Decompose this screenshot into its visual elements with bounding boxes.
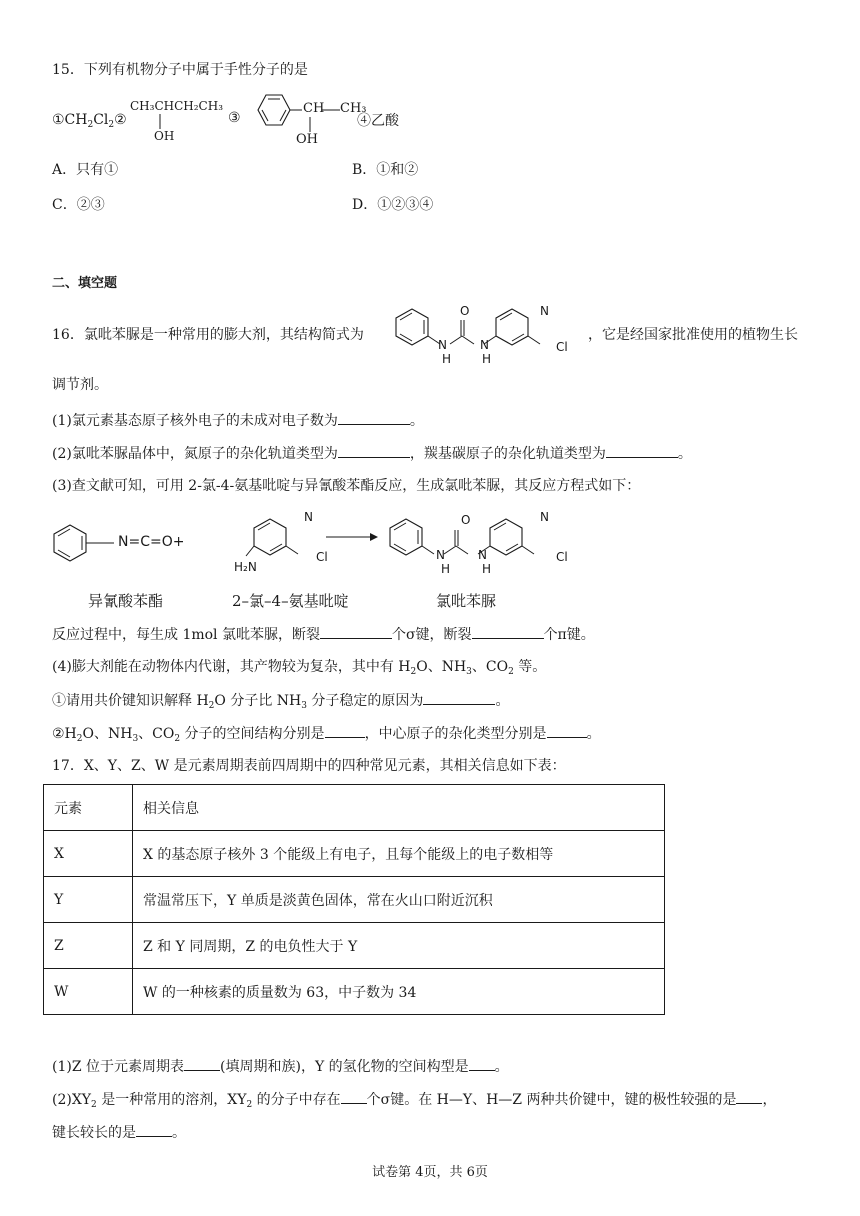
q15-option-c[interactable]: C．②③ [52, 197, 105, 213]
q17-part1-blank-position[interactable] [184, 1056, 220, 1071]
table-row [44, 831, 665, 877]
table-cell-info: 常温常压下，Y 单质是淡黄色固体，常在火山口附近沉积 [133, 877, 665, 923]
table-cell-info: X 的基态原子核外 3 个能级上有电子，且每个能级上的电子数相等 [133, 831, 665, 877]
q16-scheme-pyridine-n: N [304, 510, 313, 524]
q17-part1-blank-shape[interactable] [469, 1056, 495, 1071]
q16-part4: (4)膨大剂能在动物体内代谢，其产物较为复杂，其中有 $H_2O$、$NH_3$、$CO_2$ 等。 [52, 659, 547, 677]
q15-option-a[interactable]: A．只有① [52, 162, 119, 178]
q16-stem-line2: 调节剂。 [52, 377, 108, 393]
q16-scheme-product-n1: N [436, 548, 445, 562]
q16-part1-blank[interactable] [338, 410, 410, 425]
table-cell-element: Y [44, 877, 133, 923]
table-cell-element: X [44, 831, 133, 877]
q15-molecule-3-benzene [246, 92, 306, 132]
q15-molecule-3-label: ③ [228, 110, 241, 126]
q16-scheme-cl-1: Cl [316, 550, 328, 564]
q16-reaction-bonds: 反应过程中，每生成 1mol 氯吡苯脲，断裂 个σ键，断裂 个π键。 [52, 624, 595, 645]
table-row [44, 969, 665, 1015]
q16-scheme-product-h1: H [441, 562, 451, 576]
q16-scheme-amine: H₂N [234, 560, 257, 574]
q16-scheme-product-n2: N [478, 548, 487, 562]
q16-structure-h1: H [442, 352, 452, 366]
table-header-element: 元素 [44, 785, 133, 831]
q16-part1: (1)氯元素基态原子核外电子的未成对电子数为 。 [52, 410, 424, 431]
q15-molecule-3-ch: CH [303, 101, 325, 116]
q17-element-table [43, 784, 665, 1015]
q16-scheme-label-1: 异氰酸苯酯 [88, 592, 164, 610]
q16-scheme-product-h2: H [482, 562, 492, 576]
q16-scheme-label-3: 氯吡苯脲 [436, 592, 497, 610]
q16-structure-cl: Cl [556, 340, 568, 354]
q16-structure-o: O [460, 304, 470, 318]
table-header-info: 相关信息 [133, 785, 665, 831]
q16-part3: (3)查文献可知，可用 2-氯-4-氨基吡啶与异氰酸苯酯反应，生成氯吡苯脲，其反应方程式如下： [52, 478, 641, 494]
q16-part2-blank-n[interactable] [338, 443, 410, 458]
q17-part2-blank-length[interactable] [136, 1122, 172, 1137]
q16-stem-pre: 16．氯吡苯脲是一种常用的膨大剂，其结构简式为 [52, 327, 364, 343]
q15-molecule-2-oh: OH [154, 129, 175, 143]
q15-molecule-3-oh: OH [296, 132, 318, 147]
q16-scheme-cl-2: Cl [556, 550, 568, 564]
q15-molecule-3-ch3: CH₃ [340, 101, 367, 116]
q16-scheme-product-ring-n: N [540, 510, 549, 524]
q17-stem: 17．X、Y、Z、W 是元素周期表前四周期中的四种常见元素，其相关信息如下表： [52, 758, 566, 774]
table-cell-element: Z [44, 923, 133, 969]
q16-part4b-blank-shape[interactable] [325, 723, 365, 738]
q16-structure-n1: N [438, 338, 447, 352]
table-cell-element: W [44, 969, 133, 1015]
q16-scheme-isocyanate-group: N=C=O+ [118, 534, 185, 550]
q16-stem-post: ，它是经国家批准使用的植物生长 [588, 327, 798, 343]
q15-option-d[interactable]: D．①②③④ [352, 197, 434, 213]
q16-scheme-product-o: O [461, 513, 471, 527]
table-header-row [44, 785, 665, 831]
q17-part2-blank-polarity[interactable] [736, 1089, 762, 1104]
q16-part2: (2)氯吡苯脲晶体中，氮原子的杂化轨道类型为 ，羰基碳原子的杂化轨道类型为 。 [52, 443, 692, 464]
q16-sigma-blank[interactable] [320, 624, 392, 639]
q15-molecule-2-chain: CH₃CHCH₂CH₃ [130, 99, 224, 113]
table-cell-info: W 的一种核素的质量数为 63，中子数为 34 [133, 969, 665, 1015]
q16-scheme-label-2: 2–氯–4–氨基吡啶 [232, 592, 349, 610]
page-footer: 试卷第 4页，共 6页 [372, 1165, 488, 1180]
q17-part2-line2: 键长较长的是 。 [52, 1122, 186, 1143]
q16-structure-ring-n: N [540, 304, 549, 318]
q16-pi-blank[interactable] [472, 624, 544, 639]
q16-structure-n2: N [480, 338, 489, 352]
q15-stem: 15．下列有机物分子中属于手性分子的是 [52, 62, 308, 78]
q17-part2-blank-sigma[interactable] [341, 1089, 367, 1104]
q15-molecule-1: $①CH_2Cl_2②$ [52, 112, 127, 130]
table-row [44, 923, 665, 969]
q16-part4a-blank[interactable] [423, 690, 495, 705]
q15-option-b[interactable]: B．①和② [352, 162, 419, 178]
q16-structure-h2: H [482, 352, 492, 366]
q16-part4b-blank-hybrid[interactable] [547, 723, 587, 738]
q16-part4b: $②H_2O$、$NH_3$、$CO_2$ 分子的空间结构分别是 ，中心原子的杂化类型分别是 。 [52, 723, 601, 744]
q16-part2-blank-c[interactable] [606, 443, 678, 458]
q16-part4a: ①请用共价键知识解释 $H_2O$ 分子比 $NH_3$ 分子稳定的原因为 。 [52, 690, 509, 711]
q15-molecule-4: ④乙酸 [357, 113, 399, 129]
q17-part1: (1)Z 位于元素周期表 (填周期和族)，Y 的氢化物的空间构型是 。 [52, 1056, 509, 1077]
q17-part2: $(2)XY_2$ 是一种常用的溶剂，$XY_2$ 的分子中存在 个σ键。在 H—Y、H—Z 两种共价键中，键的极性较强的是 ， [52, 1089, 776, 1110]
section-heading: 二、填空题 [52, 276, 118, 291]
table-cell-info: Z 和 Y 同周期，Z 的电负性大于 Y [133, 923, 665, 969]
table-row [44, 877, 665, 923]
